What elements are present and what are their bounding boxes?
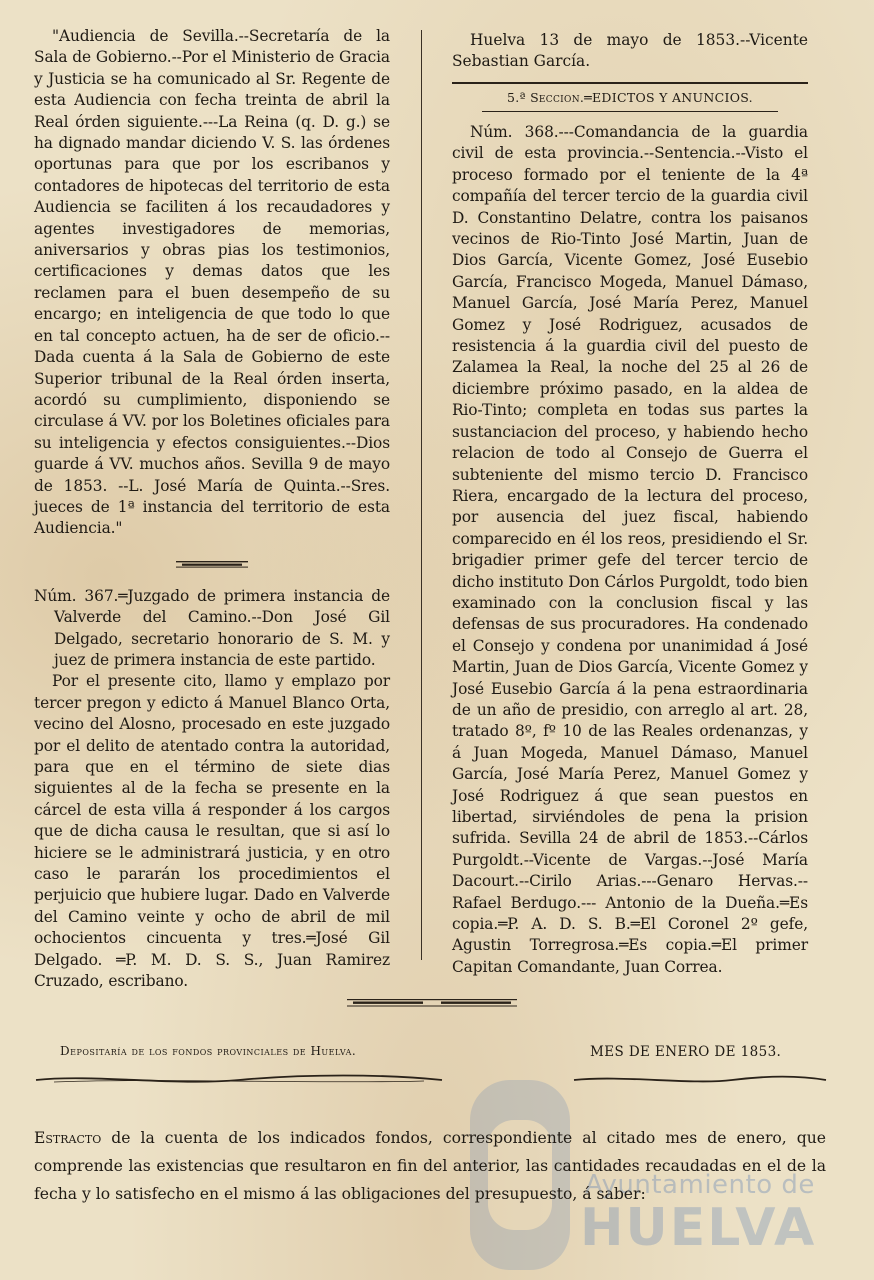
- section-subrule: [482, 111, 778, 112]
- right-column: [452, 30, 808, 978]
- previous-notice-signature: Huelva 13 de mayo de 1853.--Vicente Sebastian García.: [452, 31, 808, 70]
- watermark-small-text: Ayuntamiento de: [585, 1170, 815, 1200]
- notice-367-body: Por el presente cito, llamo y emplazo por tercer pregon y edicto á Manuel Blanco Orta, vecino del Alosno, procesado en este juzgado por el delito de atentado contra la autoridad, para que en el término de siete dias siguientes al de la fecha se presente en la cárcel de esta villa á responder á los cargos que de dicha causa le resultan, que si así lo hiciere se le administrará justicia, y en otro caso le pararán los procedimientos el perjuicio que hubiere lugar. Dado en Valverde del Camino veinte y ocho de abril de mil ochocientos cincuenta y tres.═José Gil Delgado. ═P. M. D. S. S., Juan Ramirez Cruzado, escribano.: [34, 672, 390, 991]
- left-column: [34, 26, 390, 992]
- separator-ornament-icon: [176, 560, 248, 568]
- notice-368: Núm. 368.---Comandancia de la guardia civil de esta provincia.--Sentencia.--Visto el proceso formado por el teniente de la 4ª compañía del tercer tercio de la guardia civil D. Constantino Delatre, contra los paisanos vecinos de Rio-Tinto José Martin, Juan de Dios García, Vicente Gomez, José Eusebio García, Francisco Mogeda, Manuel Dámaso, Manuel García, José María Perez, Manuel Gomez y José Rodriguez, acusados de resistencia á la guardia civil del puesto de Zalamea la Real, la noche del 25 al 26 de diciembre próximo pasado, en la aldea de Rio-Tinto; completa en todas sus partes la sustanciacion del proceso, y habiendo hecho relacion de todo al Consejo de Guerra el subteniente del mismo tercio D. Francisco Riera, encargado de la lectura del proceso, por ausencia del juez fiscal, habiendo comparecido en él los reos, presidiendo el Sr. brigadier primer gefe del tercer tercio de dicho instituto Don Cárlos Purgoldt, todo bien examinado con la conclusion fiscal y las defensas de sus procuradores. Ha condenado el Consejo y condena por unanimidad á José Martin, Juan de Dios García, Vicente Gomez y José Eusebio García á la pena estraordinaria de un año de presidio, con arreglo al art. 28, tratado 8º, fº 10 de las Reales ordenanzas, y á Juan Mogeda, Manuel Dámaso, Manuel García, José María Perez, Manuel Gomez y José Rodriguez á que sean puestos en libertad, sirviéndoles de pena la prision sufrida. Sevilla 24 de abril de 1853.--Cárlos Purgoldt.--Vicente de Vargas.--José María Dacourt.--Cirilo Arias.---Genaro Hervas.--Rafael Berdugo.--- Antonio de la Dueña.═Es copia.═P. A. D. S. B.═El Coronel 2º gefe, Agustin Torregrosa.═Es copia.═El primer Capitan Comandante, Juan Correa.: [452, 123, 808, 976]
- depositaria-title: Depositaría de los fondos provinciales de Huelva.: [60, 1044, 357, 1058]
- watermark-big-text: HUELVA: [580, 1198, 817, 1258]
- depositaria-month: MES DE ENERO DE 1853.: [590, 1044, 782, 1060]
- audiencia-circular: "Audiencia de Sevilla.--Secretaría de la Sala de Gobierno.--Por el Ministerio de Gracia y Justicia se ha comunicado al Sr. Regente de esta Audiencia con fecha treinta de abril la Real órden siguiente.---La Reina (q. D. g.) se ha dignado mandar diciendo V. S. las órdenes oportunas para que por los escribanos y contadores de hipotecas del territorio de esta Audiencia se faciliten á los recaudadores y agentes investigadores de memorias, aniversarios y obras pias los testimonios, certificaciones y demas datos que les reclamen para el buen desempeño de su encargo; en inteligencia de que todo lo que en tal concepto actuen, ha de ser de oficio.--Dada cuenta á la Sala de Gobierno de este Superior tribunal de la Real órden inserta, acordó su cumplimiento, disponiendo se circulase á VV. por los Boletines oficiales para su inteligencia y efectos consiguientes.--Dios guarde á VV. muchos años. Sevilla 9 de mayo de 1853. --L. José María de Quinta.--Sres. jueces de 1ª instancia del territorio de esta Audiencia.": [34, 27, 390, 538]
- mid-separator-ornament-icon: [347, 997, 517, 1009]
- extract-text: de la cuenta de los indicados fondos, correspondiente al citado mes de enero, que comprende las existencias que resultaron en fin del anterior, las cantidades recaudadas en el de la fecha y lo satisfecho en el mismo á las obligaciones del presupuesto, á saber:: [34, 1129, 826, 1203]
- account-extract: [34, 1124, 826, 1208]
- extract-first-word: Estracto: [34, 1129, 102, 1147]
- column-divider: [421, 30, 422, 960]
- left-swash-rule-icon: [34, 1072, 444, 1088]
- section-rule: [452, 82, 808, 84]
- notice-367-heading: Núm. 367.═Juzgado de primera instancia de Valverde del Camino.--Don José Gil Delgado, secretario honorario de S. M. y juez de primera instancia de este partido.: [34, 586, 390, 669]
- section-title: 5.ª Seccion.═EDICTOS Y ANUNCIOS.: [507, 90, 753, 105]
